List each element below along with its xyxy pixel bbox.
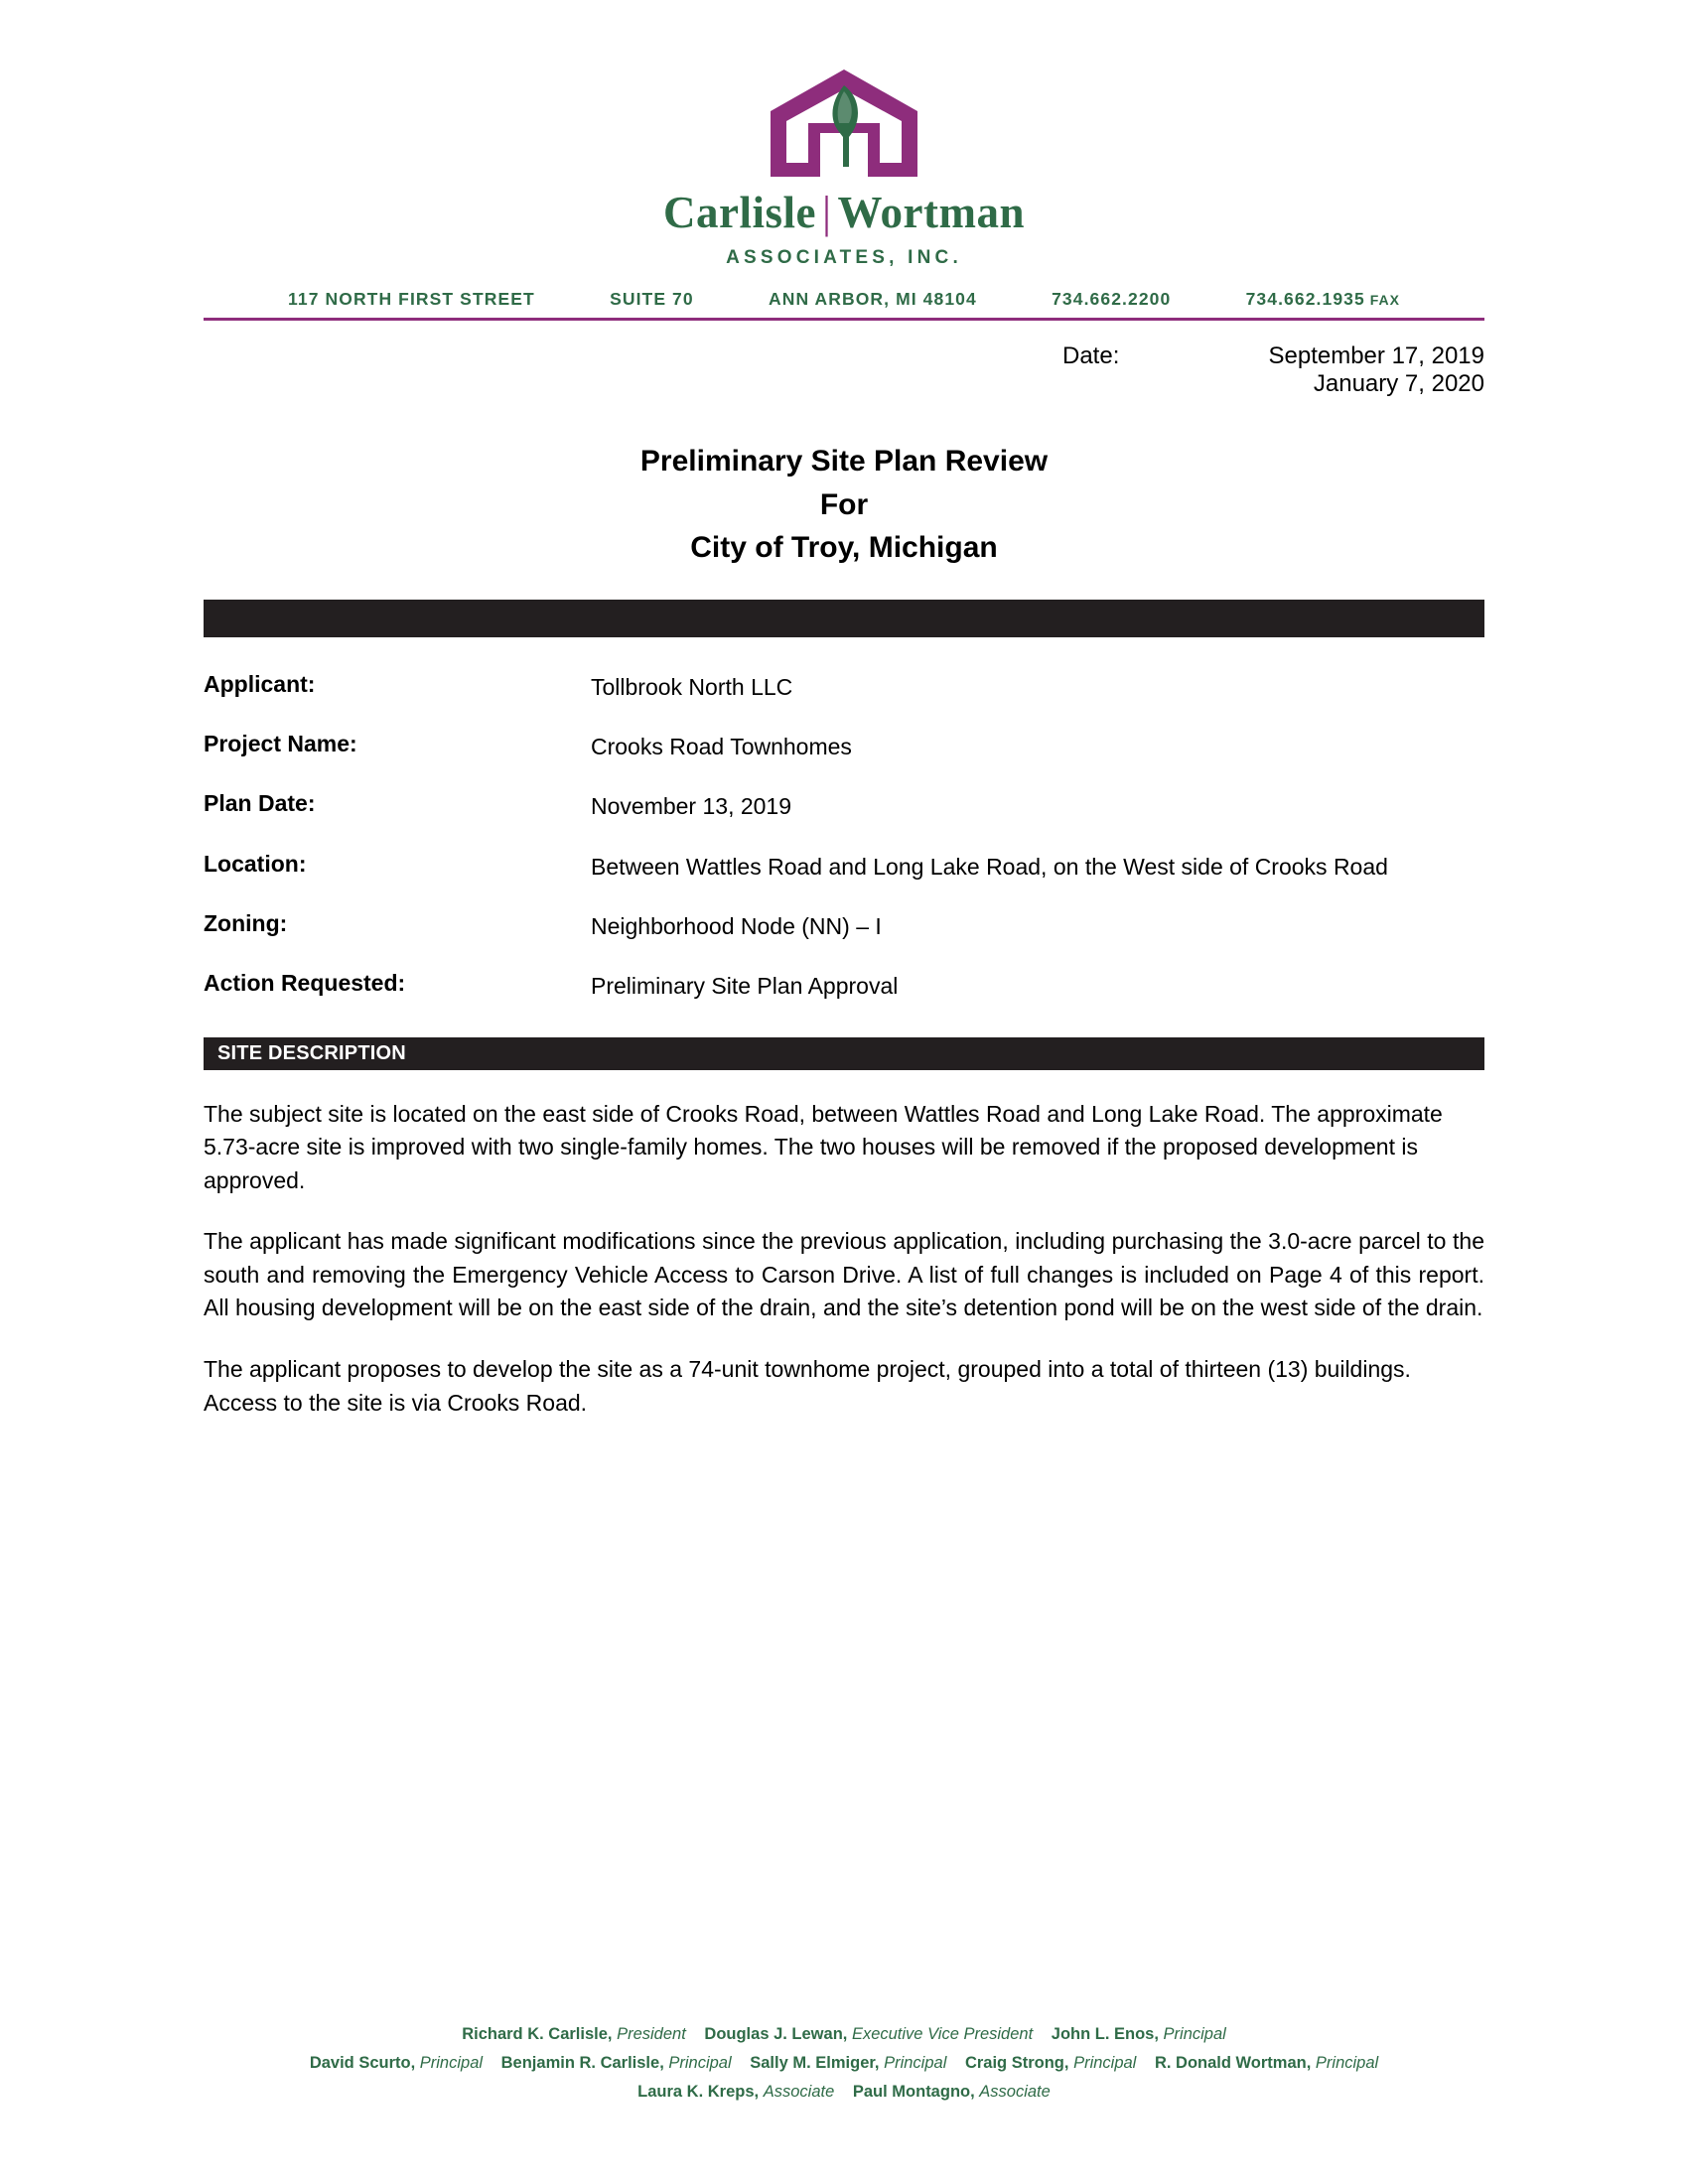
firm-subtitle: ASSOCIATES, INC. — [726, 247, 962, 268]
footer-name: John L. Enos, — [1051, 2025, 1159, 2044]
footer-name: Paul Montagno, — [852, 2083, 975, 2102]
table-row — [204, 671, 1484, 704]
footer-line-3 — [0, 2078, 1688, 2107]
footer-name: R. Donald Wortman, — [1154, 2054, 1312, 2073]
footer-name: Benjamin R. Carlisle, — [500, 2054, 664, 2073]
date-label-spacer — [1062, 370, 1211, 398]
footer-role: Executive Vice President — [851, 2025, 1034, 2044]
footer-staff-list — [0, 2020, 1688, 2107]
info-value-plan-date: November 13, 2019 — [591, 793, 792, 820]
footer-role: Associate — [979, 2083, 1051, 2102]
info-label-plan-date: Plan Date: — [204, 790, 316, 817]
house-leaf-logo-icon — [769, 68, 919, 179]
project-info-table — [204, 671, 1484, 1004]
fax-label: FAX — [1369, 292, 1400, 308]
fax-number: 734.662.1935 — [1245, 289, 1365, 309]
letterhead — [0, 0, 1688, 321]
header-bar — [204, 600, 1484, 637]
table-row — [204, 910, 1484, 943]
footer-role: Associate — [763, 2083, 835, 2102]
firm-name-divider: | — [821, 188, 832, 237]
suite-number: SUITE 70 — [610, 289, 694, 309]
footer-role: Principal — [1073, 2054, 1137, 2073]
footer-name: Sally M. Elmiger, — [750, 2054, 880, 2073]
info-value-zoning: Neighborhood Node (NN) – I — [591, 912, 882, 939]
footer-line-2 — [0, 2049, 1688, 2078]
fax-group — [1246, 289, 1400, 310]
footer-name: Craig Strong, — [964, 2054, 1069, 2073]
title-line-2: For — [819, 487, 869, 521]
date-primary: September 17, 2019 — [1268, 342, 1484, 369]
table-row — [204, 851, 1484, 884]
date-block — [204, 342, 1484, 398]
footer-name: Laura K. Kreps, — [637, 2083, 760, 2102]
title-line-3: City of Troy, Michigan — [690, 531, 998, 564]
info-label-zoning: Zoning: — [204, 909, 288, 936]
footer-role: Principal — [668, 2054, 732, 2073]
section-heading-site-description: SITE DESCRIPTION — [204, 1037, 1484, 1070]
firm-name — [0, 187, 1688, 238]
city-state-zip: ANN ARBOR, MI 48104 — [768, 289, 977, 309]
paragraph-2: The applicant has made significant modifications since the previous application, including purchasing the 3.0-acre parcel to the south and removing the Emergency Vehicle Access to Carson Drive. A list of full changes is included on Page 4 of this report. All housing development will be on the east side of the drain, and the site’s detention pond will be on the west side of the drain. — [204, 1228, 1484, 1321]
footer-role: President — [617, 2025, 686, 2044]
info-label-action-requested: Action Requested: — [204, 970, 406, 997]
footer-line-1 — [0, 2020, 1688, 2049]
info-value-applicant: Tollbrook North LLC — [591, 673, 793, 700]
letterhead-contact-line — [204, 289, 1484, 318]
info-label-project-name: Project Name: — [204, 730, 357, 756]
footer-name: Douglas J. Lewan, — [704, 2025, 848, 2044]
table-row — [204, 790, 1484, 823]
info-label-location: Location: — [204, 850, 307, 877]
info-value-project-name: Crooks Road Townhomes — [591, 733, 852, 759]
table-row — [204, 731, 1484, 763]
phone-number: 734.662.2200 — [1052, 289, 1172, 309]
company-logo — [0, 68, 1688, 179]
site-description-body — [204, 1098, 1484, 1421]
date-secondary: January 7, 2020 — [1313, 370, 1484, 397]
footer-role: Principal — [419, 2054, 484, 2073]
footer-name: Richard K. Carlisle, — [462, 2025, 613, 2044]
footer-role: Principal — [884, 2054, 947, 2073]
letterhead-divider — [204, 318, 1484, 321]
date-row-secondary — [204, 370, 1484, 398]
info-label-applicant: Applicant: — [204, 670, 316, 697]
title-line-1: Preliminary Site Plan Review — [639, 445, 1049, 478]
footer-role: Principal — [1315, 2054, 1379, 2073]
table-row — [204, 970, 1484, 1003]
info-value-location: Between Wattles Road and Long Lake Road, on the West side of Crooks Road — [591, 853, 1388, 880]
info-value-action-requested: Preliminary Site Plan Approval — [591, 973, 899, 1000]
date-label: Date: — [1062, 342, 1120, 369]
paragraph-3: The applicant proposes to develop the site as a 74-unit townhome project, grouped into a total of thirteen (13) buildings. Access to the site is via Crooks Road. — [204, 1356, 1411, 1416]
footer-role: Principal — [1163, 2025, 1226, 2044]
date-row-primary — [204, 342, 1484, 370]
firm-name-right: Wortman — [837, 188, 1025, 237]
paragraph-1: The subject site is located on the east side of Crooks Road, between Wattles Road and Long Lake Road. The approximate 5.73-acre site is improved with two single-family homes. The two houses will be removed if the proposed development is approved. — [204, 1100, 1443, 1193]
firm-name-left: Carlisle — [663, 188, 816, 237]
footer-name: David Scurto, — [309, 2054, 416, 2073]
street-address: 117 NORTH FIRST STREET — [288, 289, 535, 309]
page-title — [0, 440, 1688, 570]
